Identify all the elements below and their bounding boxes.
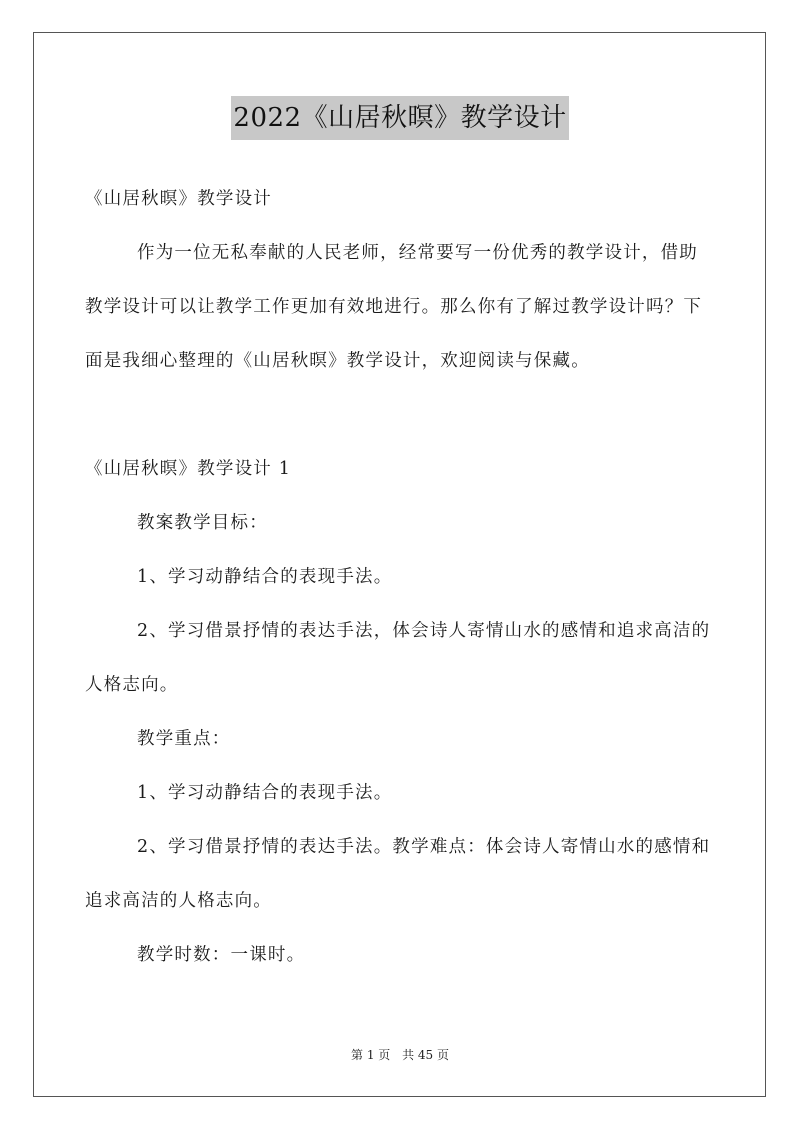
paragraph-objective-2: 2、学习借景抒情的表达手法，体会诗人寄情山水的感情和追求高洁的人格志向。 (85, 621, 711, 695)
paragraph-keypoints-heading: 教学重点： (137, 729, 231, 749)
page-number-current: 第 1 页 (351, 1048, 391, 1062)
intro-paragraph: 作为一位无私奉献的人民老师，经常要写一份优秀的教学设计，借助教学设计可以让教学工作更加有效地进行。那么你有了解过教学设计吗？下面是我细心整理的《山居秋暝》教学设计，欢迎阅读与保藏。 (85, 243, 703, 371)
page-number-total: 共 45 页 (402, 1048, 449, 1062)
paragraph-keypoint-1: 1、学习动静结合的表现手法。 (137, 783, 393, 803)
page-footer (0, 1046, 800, 1063)
paragraph-objective-1: 1、学习动静结合的表现手法。 (137, 567, 393, 587)
paragraph-lesson-hours: 教学时数：一课时。 (137, 945, 306, 965)
paragraph-keypoint-2: 2、学习借景抒情的表达手法。教学难点：体会诗人寄情山水的感情和追求高洁的人格志向。 (85, 837, 711, 911)
paragraph-objectives-heading: 教案教学目标： (137, 513, 268, 533)
document-body (85, 172, 713, 982)
document-title: 2022《山居秋暝》教学设计 (231, 96, 568, 140)
title-container (0, 96, 800, 140)
paragraph-gap (85, 388, 713, 442)
section-heading: 《山居秋暝》教学设计 1 (85, 459, 292, 479)
document-subtitle: 《山居秋暝》教学设计 (85, 189, 272, 209)
